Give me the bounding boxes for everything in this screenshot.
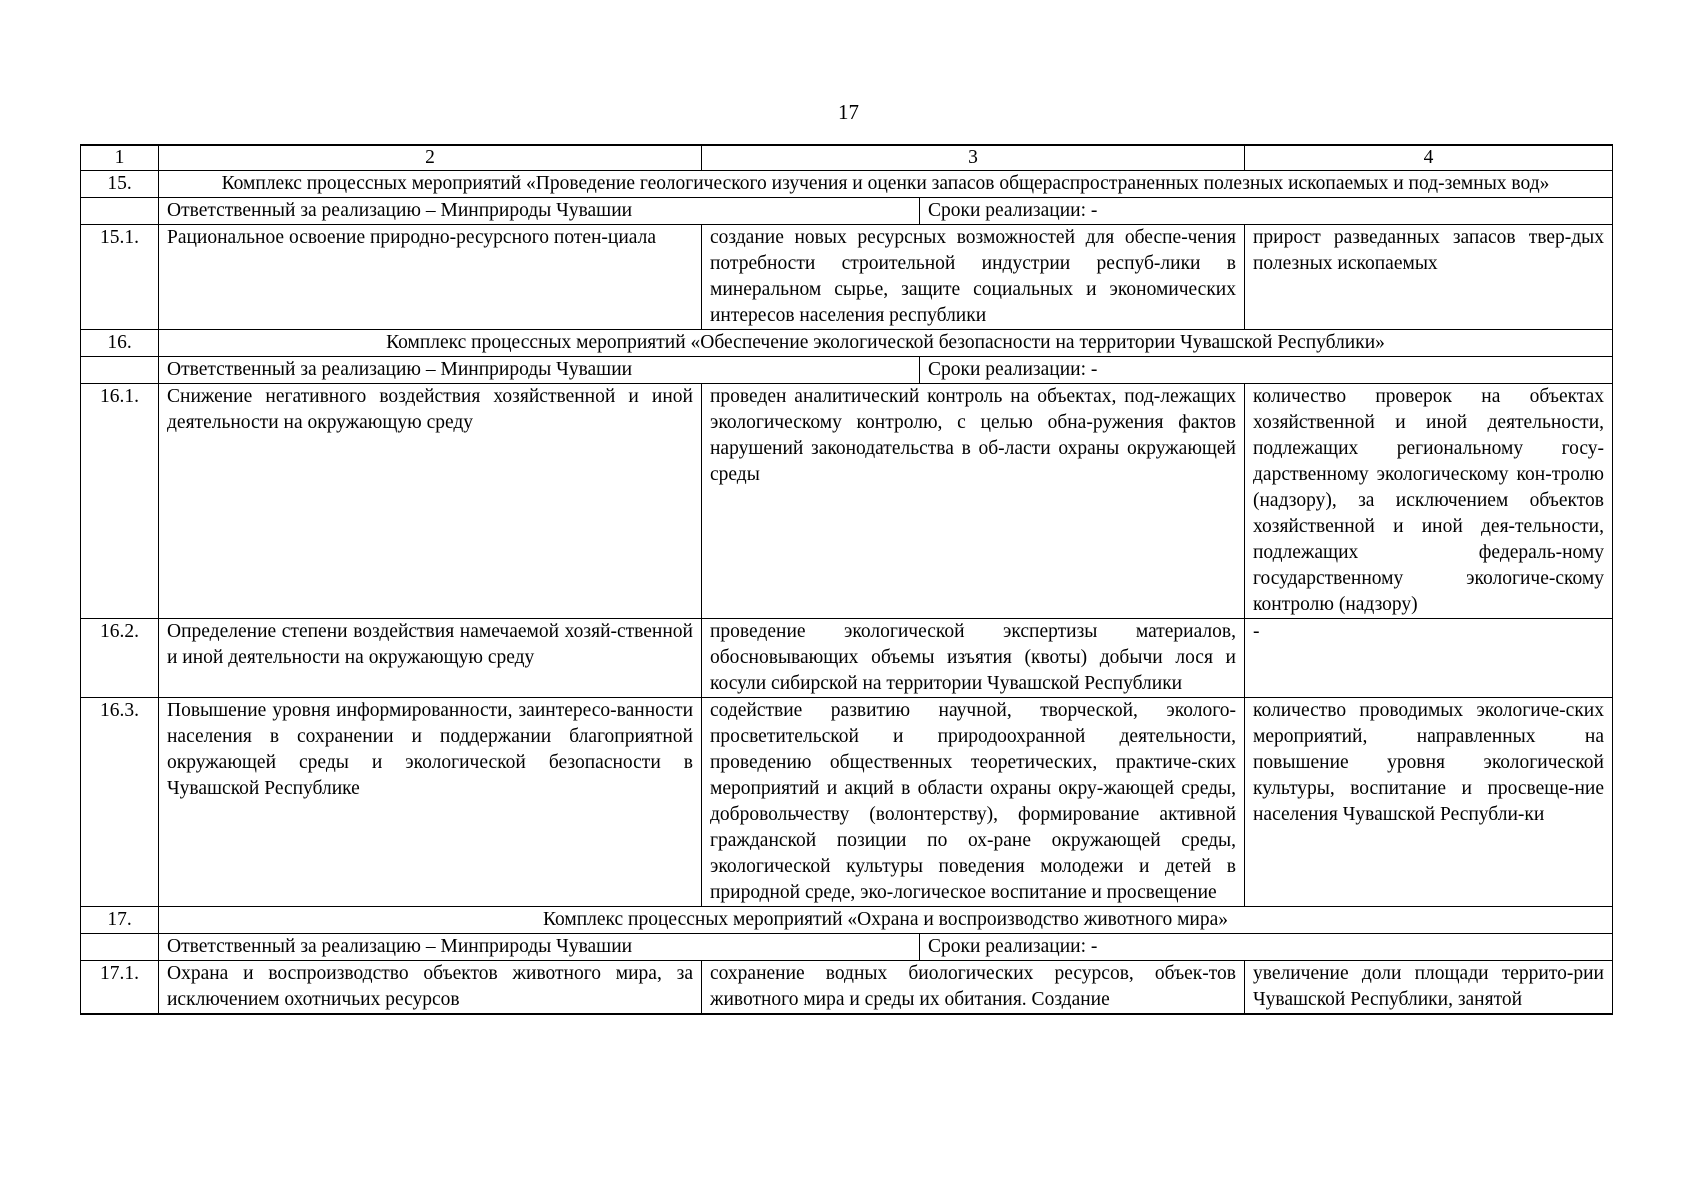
section-number: 16. [81, 330, 159, 357]
section-number: 17. [81, 907, 159, 934]
section-row [81, 330, 1613, 357]
task-cell: Определение степени воздействия намечаемой хозяй-ственной и иной деятельности на окружающую среду [159, 619, 702, 698]
indicator-cell: количество проверок на объектах хозяйственной и иной деятельности, подлежащих региональному госу-дарственному экологическому кон-тролю (надзору), за исключением объектов хозяйственной и иной дея-тельности, подлежащих федераль-ному государственному экологиче-скому контролю (надзору) [1245, 384, 1613, 619]
deadline-label: Сроки реализации: - [928, 936, 1098, 957]
item-number: 16.1. [81, 384, 159, 619]
result-cell: проведение экологической экспертизы материалов, обосновывающих объемы изъятия (квоты) добычи лося и косули сибирской на территории Чувашской Республики [702, 619, 1245, 698]
responsible-label: Ответственный за реализацию – Минприроды Чувашии [159, 198, 920, 224]
section-row [81, 907, 1613, 934]
result-cell: сохранение водных биологических ресурсов, объек-тов животного мира и среды их обитания. Создание [702, 961, 1245, 1015]
responsible-label: Ответственный за реализацию – Минприроды Чувашии [159, 934, 920, 960]
result-cell: проведен аналитический контроль на объектах, под-лежащих экологическому контролю, с целью обна-ружения фактов нарушений законодательства в об-ласти охраны окружающей среды [702, 384, 1245, 619]
table-row [81, 961, 1613, 1015]
indicator-cell: количество проводимых экологиче-ских мероприятий, направленных на повышение уровня экологической культуры, воспитание и просвеще-ние населения Чувашской Республи-ки [1245, 698, 1613, 907]
table-row [81, 698, 1613, 907]
section-row [81, 171, 1613, 198]
section-title: Комплекс процессных мероприятий «Обеспечение экологической безопасности на территории Чувашской Республики» [159, 330, 1613, 357]
task-cell: Охрана и воспроизводство объектов животного мира, за исключением охотничьих ресурсов [159, 961, 702, 1015]
responsible-row [81, 198, 1613, 225]
empty-cell [81, 198, 159, 225]
result-cell: содействие развитию научной, творческой, эколого-просветительской и природоохранной деятельности, проведению общественных теоретических, практиче-ских мероприятий и акций в области охраны окру-жающей среды, добровольчеству (волонтерству), формирование активной гражданской позиции по ох-ране окружающей среды, экологической культуры поведения молодежи и детей в природной среде, эко-логическое воспитание и просвещение [702, 698, 1245, 907]
responsible-row [81, 934, 1613, 961]
column-header-1: 1 [81, 145, 159, 171]
item-number: 15.1. [81, 225, 159, 330]
responsible-label: Ответственный за реализацию – Минприроды Чувашии [159, 357, 920, 383]
page-number: 17 [838, 100, 859, 124]
indicator-cell: увеличение доли площади террито-рии Чувашской Республики, занятой [1245, 961, 1613, 1015]
empty-cell [81, 934, 159, 961]
column-header-3: 3 [702, 145, 1245, 171]
section-title: Комплекс процессных мероприятий «Проведение геологического изучения и оценки запасов общераспространенных полезных ископаемых и под-земных вод» [159, 171, 1613, 198]
item-number: 17.1. [81, 961, 159, 1015]
table-row [81, 384, 1613, 619]
task-cell: Повышение уровня информированности, заинтересо-ванности населения в сохранении и поддержании благоприятной окружающей среды и экологической безопасности в Чувашской Республике [159, 698, 702, 907]
responsible-row [81, 357, 1613, 384]
deadline-label: Сроки реализации: - [928, 200, 1098, 221]
table-row [81, 225, 1613, 330]
section-title: Комплекс процессных мероприятий «Охрана и воспроизводство животного мира» [159, 907, 1613, 934]
table-row [81, 619, 1613, 698]
indicator-cell: - [1245, 619, 1613, 698]
deadline-label: Сроки реализации: - [928, 359, 1098, 380]
result-cell: создание новых ресурсных возможностей для обеспе-чения потребности строительной индустрии респуб-лики в минеральном сырье, защите социальных и экономических интересов населения республики [702, 225, 1245, 330]
section-number: 15. [81, 171, 159, 198]
task-cell: Рациональное освоение природно-ресурсного потен-циала [159, 225, 702, 330]
item-number: 16.2. [81, 619, 159, 698]
item-number: 16.3. [81, 698, 159, 907]
indicator-cell: прирост разведанных запасов твер-дых полезных ископаемых [1245, 225, 1613, 330]
column-header-4: 4 [1245, 145, 1613, 171]
task-cell: Снижение негативного воздействия хозяйственной и иной деятельности на окружающую среду [159, 384, 702, 619]
column-header-2: 2 [159, 145, 702, 171]
activities-table [80, 144, 1613, 1015]
empty-cell [81, 357, 159, 384]
table-header-row [81, 145, 1613, 171]
